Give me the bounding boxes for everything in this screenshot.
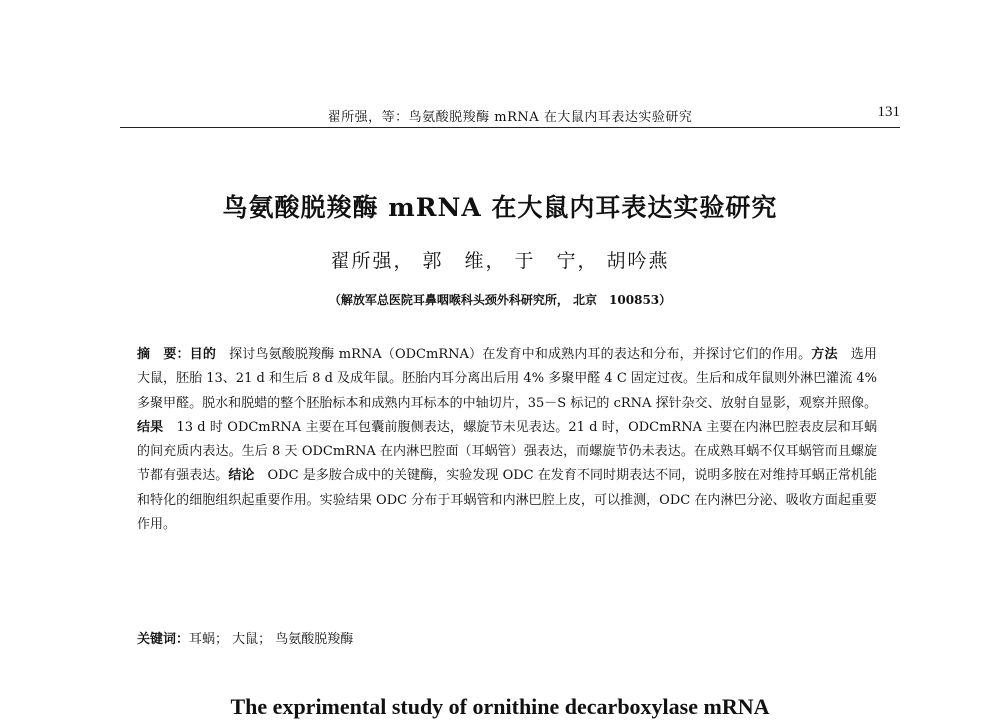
conclusion-text: ODC 是多胺合成中的关键酶，实验发现 ODC 在发育不同时期表达不同，说明多胺在对维持耳蜗正常机能和特化的细胞组织起重要作用。实验结果 ODC 分布于耳蜗管和内淋巴腔上皮，可以推测，ODC 在内淋巴分泌、吸收方面起重要作用。 (137, 468, 877, 533)
objective-label: 目的 (189, 347, 216, 362)
author-list: 翟所强， 郭 维， 于 宁， 胡吟燕 (330, 250, 670, 272)
english-title: The exprimental study of ornithine decarboxylase mRNA (230, 694, 770, 719)
running-header (120, 98, 900, 128)
page-number: 131 (877, 104, 900, 120)
methods-label: 方法 (811, 347, 838, 362)
methods-text: 选用大鼠，胚胎 13、21 d 和生后 8 d 及成年鼠。胚胎内耳分离出后用 4% 多聚甲醛 4 C 固定过夜。生后和成年鼠则外淋巴灌流 4% 多聚甲醛。脱水和脱蜡的整个胚胎标本和成熟内耳标本的中轴切片，35－S 标记的 cRNA 探针杂交、放射自显影，观察并照像。 (137, 347, 877, 411)
keywords-label: 关键词： (137, 632, 190, 647)
abstract (137, 343, 877, 537)
objective-text: 探讨鸟氨酸脱羧酶 mRNA（ODCmRNA）在发育中和成熟内耳的表达和分布，并探讨它们的作用。 (215, 347, 812, 362)
results-label: 结果 (137, 419, 164, 435)
running-title: 翟所强，等：鸟氨酸脱羧酶 mRNA 在大鼠内耳表达实验研究 (327, 110, 693, 125)
keywords (137, 628, 877, 652)
abstract-label: 摘 要： (137, 347, 190, 362)
paper-title: 鸟氨酸脱羧酶 mRNA 在大鼠内耳表达实验研究 (222, 193, 778, 222)
keywords-text: 耳蜗； 大鼠； 鸟氨酸脱羧酶 (189, 632, 354, 647)
conclusion-label: 结论 (228, 468, 255, 484)
header-rule (120, 127, 900, 128)
affiliation: （解放军总医院耳鼻咽喉科头颈外科研究所， 北京 100853） (328, 293, 672, 307)
results-text: 13 d 时 ODCmRNA 主要在耳包囊前腹侧表达，螺旋节未见表达。21 d 时，ODCmRNA 主要在内淋巴腔表皮层和耳蜗的间充质内表达。生后 8 天 ODCmRNA 在内淋巴腔面（耳蜗管）强表达，而螺旋节仍未表达。在成熟耳蜗不仅耳蜗管而且螺旋节都有强表达。 (137, 419, 877, 484)
